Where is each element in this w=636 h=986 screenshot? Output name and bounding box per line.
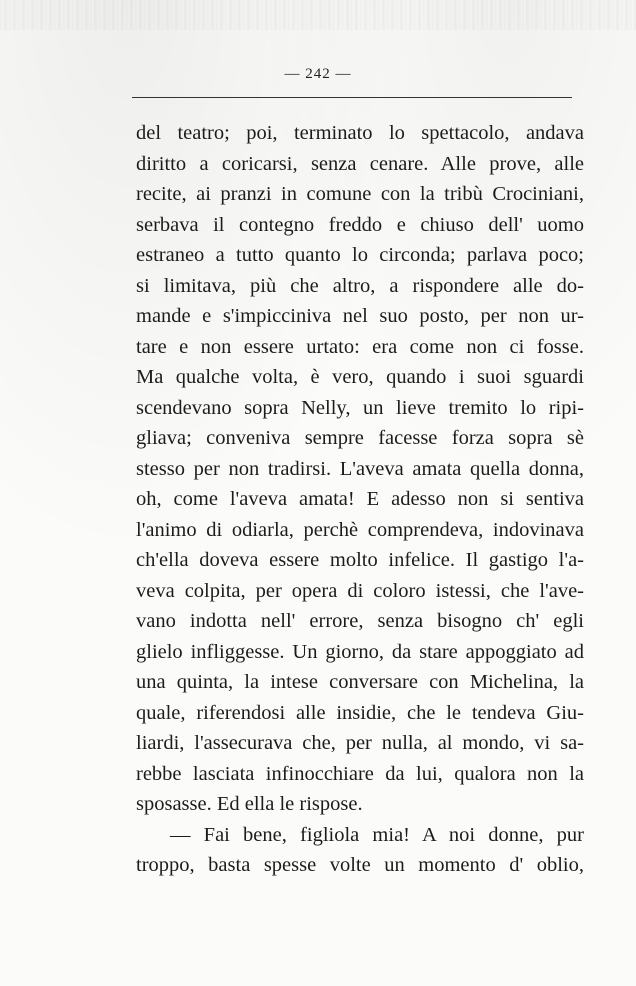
text-line: gliava; conveniva sempre facesse forza sopra sè <box>136 427 584 449</box>
text-line: rebbe lasciata infinocchiare da lui, qualora non la <box>136 762 584 785</box>
text-line: Ma qualche volta, è vero, quando i suoi sguardi <box>136 366 584 388</box>
text-line-paragraph-end: sposasse. Ed ella le rispose. <box>136 793 363 815</box>
text-line: del teatro; poi, terminato lo spettacolo, andava <box>136 122 584 144</box>
page-number: — 242 — <box>284 66 352 82</box>
header-rule <box>132 97 572 98</box>
text-line: stesso per non tradirsi. L'aveva amata quella donna, <box>136 457 584 480</box>
text-line: oh, come l'aveva amata! E adesso non si sentiva <box>136 488 584 510</box>
text-line: troppo, basta spesse volte un momento d' oblio, <box>136 854 584 876</box>
text-line: una quinta, la intese conversare con Michelina, la <box>136 671 584 693</box>
text-line: tare e non essere urtato: era come non ci fosse. <box>136 335 584 358</box>
text-line: vano indotta nell' errore, senza bisogno ch' egli <box>136 610 584 632</box>
text-line: recite, ai pranzi in comune con la tribù Crociniani, <box>136 183 584 205</box>
text-line: quale, riferendosi alle insidie, che le tendeva Giu- <box>136 701 584 724</box>
text-line: serbava il contegno freddo e chiuso dell' uomo <box>136 213 584 236</box>
body-text <box>136 118 584 881</box>
text-line: l'animo di odiarla, perchè comprendeva, indovinava <box>136 518 584 541</box>
text-line: liardi, l'assecurava che, per nulla, al mondo, vi sa- <box>136 732 584 754</box>
text-line: glielo infliggesse. Un giorno, da stare appoggiato ad <box>136 640 584 663</box>
text-line: si limitava, più che altro, a rispondere alle do- <box>136 274 584 297</box>
text-line: diritto a coricarsi, senza cenare. Alle prove, alle <box>136 152 584 175</box>
text-line: veva colpita, per opera di coloro istessi, che l'ave- <box>136 579 584 602</box>
text-line: estraneo a tutto quanto lo circonda; parlava poco; <box>136 244 584 266</box>
page-edge-texture <box>0 0 636 30</box>
text-line: mande e s'impicciniva nel suo posto, per non ur- <box>136 305 584 327</box>
text-line: scendevano sopra Nelly, un lieve tremito lo ripi- <box>136 396 584 419</box>
text-line-dialogue-start: — Fai bene, figliola mia! A noi donne, pur <box>170 823 584 846</box>
text-line: ch'ella doveva essere molto infelice. Il gastigo l'a- <box>136 549 584 571</box>
